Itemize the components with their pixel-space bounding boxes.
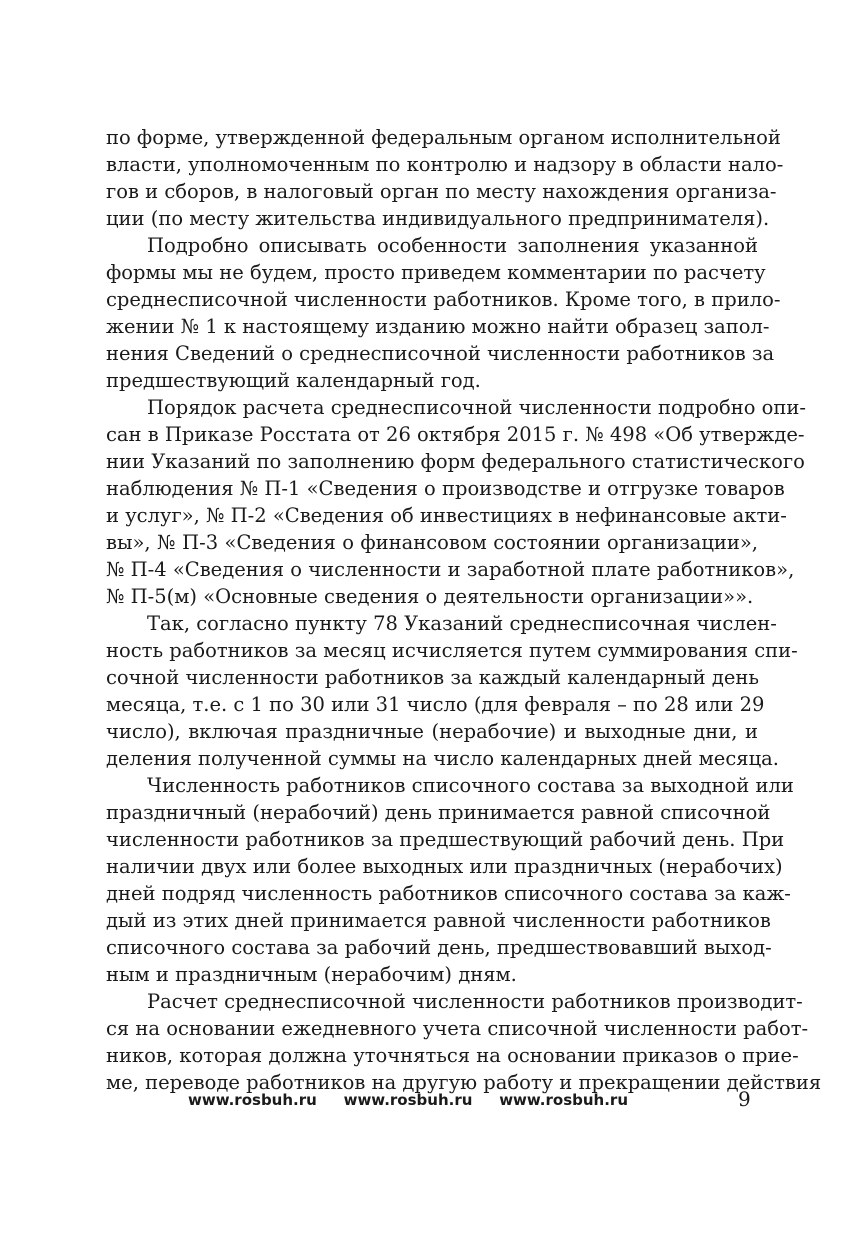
- text-line: власти, уполномоченным по контролю и надзору в области нало-: [106, 153, 784, 176]
- text-line: вы», № П-3 «Сведения о финансовом состоянии организации»,: [106, 531, 758, 554]
- text-line: жении № 1 к настоящему изданию можно найти образец запол-: [106, 315, 770, 338]
- text-line: дый из этих дней принимается равной численности работников: [106, 909, 771, 932]
- text-line: формы мы не будем, просто приведем комментарии по расчету: [106, 261, 766, 284]
- text-line: сочной численности работников за каждый календарный день: [106, 666, 759, 689]
- text-line: число), включая праздничные (нерабочие) и выходные дни, и: [106, 720, 758, 743]
- text-line: месяца, т.е. с 1 по 30 или 31 число (для февраля – по 28 или 29: [106, 693, 765, 716]
- text-line: списочного состава за рабочий день, предшествовавший выход-: [106, 936, 772, 959]
- text-line: предшествующий календарный год.: [106, 369, 481, 392]
- body-text: [106, 124, 822, 1096]
- text-line: наблюдения № П-1 «Сведения о производстве и отгрузке товаров: [106, 477, 785, 500]
- text-line: наличии двух или более выходных или праздничных (нерабочих): [106, 855, 783, 878]
- text-line: ников, которая должна уточняться на основании приказов о прие-: [106, 1044, 799, 1067]
- paragraph: [106, 394, 806, 610]
- text-line: Расчет среднесписочной численности работников производит-: [147, 990, 803, 1013]
- text-line: ме, переводе работников на другую работу и прекращении действия: [106, 1071, 822, 1094]
- text-line: ным и праздничным (нерабочим) дням.: [106, 963, 517, 986]
- text-line: Подробно описывать особенности заполнения указанной: [147, 234, 758, 257]
- page-number: 9: [738, 1087, 751, 1111]
- text-line: праздничный (нерабочий) день принимается равной списочной: [106, 801, 771, 824]
- text-line: среднесписочной численности работников. Кроме того, в прило-: [106, 288, 781, 311]
- text-line: ся на основании ежедневного учета списочной численности работ-: [106, 1017, 809, 1040]
- footer-links: [188, 1091, 628, 1109]
- paragraph: [106, 232, 781, 394]
- text-line: нения Сведений о среднесписочной численности работников за: [106, 342, 775, 365]
- text-line: нии Указаний по заполнению форм федерального статистического: [106, 450, 805, 473]
- text-line: № П-5(м) «Основные сведения о деятельности организации»».: [106, 585, 754, 608]
- paragraph: [106, 772, 794, 988]
- footer-link-3[interactable]: www.rosbuh.ru: [499, 1091, 628, 1109]
- footer-link-1[interactable]: www.rosbuh.ru: [188, 1091, 317, 1109]
- text-line: численности работников за предшествующий рабочий день. При: [106, 828, 785, 851]
- text-line: № П-4 «Сведения о численности и заработной плате работников»,: [106, 558, 795, 581]
- text-line: ность работников за месяц исчисляется путем суммирования спи-: [106, 639, 798, 662]
- text-line: дней подряд численность работников списочного состава за каж-: [106, 882, 791, 905]
- text-line: и услуг», № П-2 «Сведения об инвестициях в нефинансовые акти-: [106, 504, 787, 527]
- text-line: по форме, утвержденной федеральным органом исполнительной: [106, 126, 781, 149]
- text-line: Порядок расчета среднесписочной численности подробно опи-: [147, 396, 806, 419]
- footer-link-2[interactable]: www.rosbuh.ru: [343, 1091, 473, 1109]
- paragraph: [106, 610, 798, 772]
- paragraph: [106, 988, 822, 1096]
- paragraph: [106, 124, 784, 232]
- text-line: ции (по месту жительства индивидуального предпринимателя).: [106, 207, 770, 230]
- text-line: Численность работников списочного состава за выходной или: [147, 774, 794, 797]
- text-line: деления полученной суммы на число календарных дней месяца.: [106, 747, 779, 770]
- text-line: гов и сборов, в налоговый орган по месту нахождения организа-: [106, 180, 777, 203]
- text-line: Так, согласно пункту 78 Указаний среднесписочная числен-: [147, 612, 777, 635]
- text-line: сан в Приказе Росстата от 26 октября 2015 г. № 498 «Об утвержде-: [106, 423, 805, 446]
